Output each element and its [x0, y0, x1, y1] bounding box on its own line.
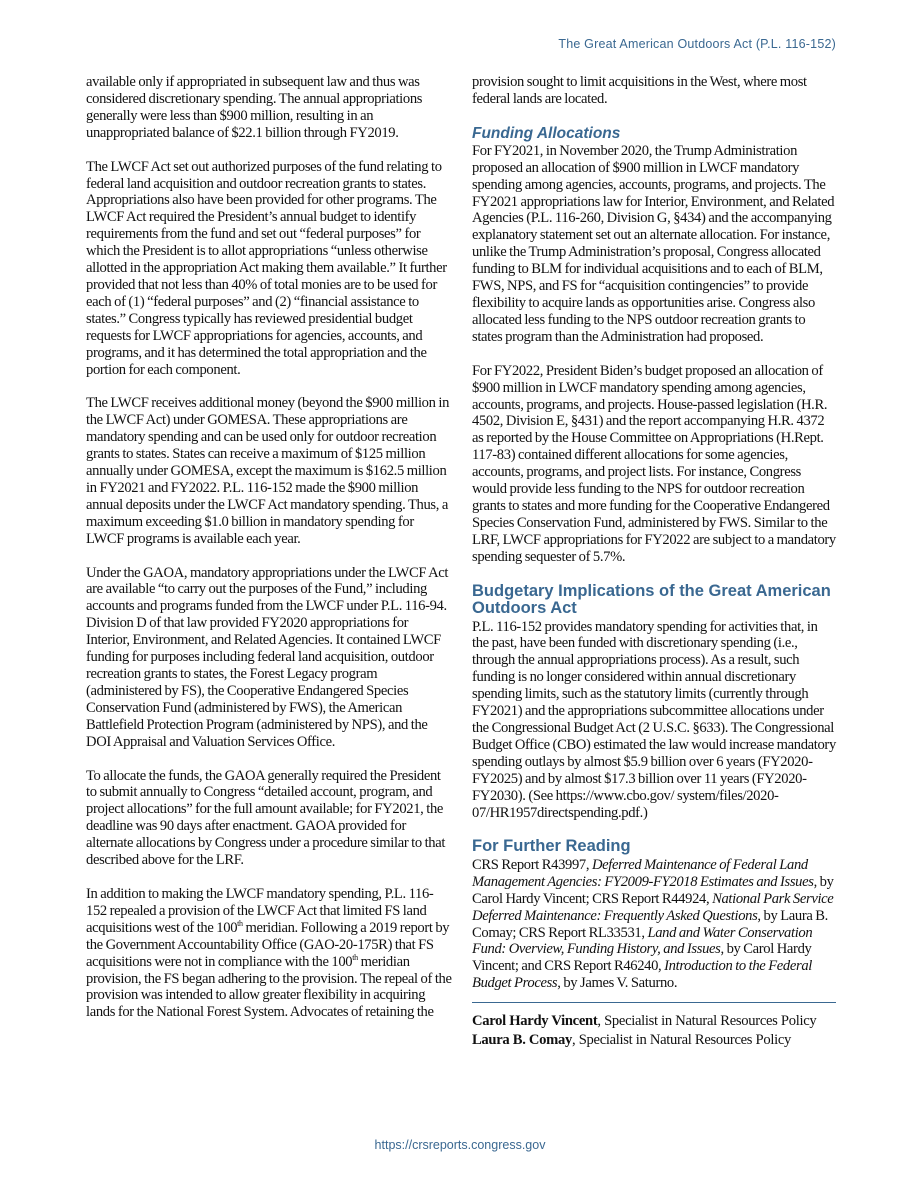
- running-header: The Great American Outdoors Act (P.L. 116-152): [558, 37, 836, 51]
- text-run: In addition to making the LWCF mandatory spending, P.L. 116-152 repealed a provision of the LWCF Act that limited FS land acquisitions west of the 100: [86, 885, 434, 936]
- subsection-heading-funding: Funding Allocations: [472, 124, 621, 142]
- paragraph: The LWCF receives additional money (beyond the $900 million in the LWCF Act) under GOMESA. These appropriations are mandatory spending and can be used only for outdoor recreation grants to states. States can receive a maximum of $125 million annually under GOMESA, except the maximum is $162.5 million in FY2021 and FY2022. P.L. 116-152 made the $900 million annual deposits under the LWCF Act mandatory spending. Thus, a maximum exceeding $1.0 billion in mandatory spending for LWCF programs is available each year.: [86, 395, 450, 547]
- author-role: , Specialist in Natural Resources Policy: [572, 1032, 792, 1049]
- text-run: , by Laura B. Comay; CRS Report RL33531,: [472, 907, 828, 941]
- report-title: National Park Service Deferred Maintenance: Frequently Asked Questions: [472, 890, 834, 924]
- author-line: [472, 1013, 836, 1030]
- right-column: [472, 74, 836, 1051]
- author-role: , Specialist in Natural Resources Policy: [597, 1013, 817, 1030]
- paragraph: P.L. 116-152 provides mandatory spending for activities that, in the past, have been funded with discretionary spending (i.e., through the annual appropriations process). As a result, such funding is no longer considered within annual discretionary spending limits, such as the statutory limits (currently through FY2021) and the appropriations subcommittee allocations under the Congressional Budget Act (2 U.S.C. §633). The Congressional Budget Office (CBO) estimated the law would increase mandatory spending outlays by almost $5.9 billion over 6 years (FY2020-FY2025) and by almost $17.3 billion over 11 years (FY2020-FY2030). (See https://www.cbo.gov/ system/files/2020-07/HR1957directspending.pdf.): [472, 618, 836, 821]
- paragraph: For FY2021, in November 2020, the Trump Administration proposed an allocation of $900 million in LWCF mandatory spending among agencies, accounts, programs, and projects. The FY2021 appropriations law for Interior, Environment, and Related Agencies (P.L. 116-260, Division G, §434) and the accompanying explanatory statement set out an alternate allocation. For instance, unlike the Trump Administration’s proposal, Congress allocated funding to BLM for individual acquisitions and to each of BLM, FWS, NPS, and FS for “acquisition contingencies” to provide flexibility to acquire lands as opportunities arise. Congress also allocated less funding to the NPS outdoor recreation grants to states program than the Administration had proposed.: [472, 142, 835, 345]
- further-reading-list: [472, 857, 836, 992]
- paragraph: For FY2022, President Biden’s budget proposed an allocation of $900 million in LWCF mandatory spending among agencies, accounts, programs, and projects. House-passed legislation (H.R. 4502, Division E, §431) and the report accompanying H.R. 4372 as reported by the House Committee on Appropriations (H.Rept. 117-83) contained different allocations for some agencies, accounts, programs, and project lists. For instance, Congress would provide less funding to the NPS for outdoor recreation grants to states and more funding for the Cooperative Endangered Species Conservation Fund, administered by FWS. Similar to the LRF, LWCF appropriations for FY2022 are subject to a mandatory spending sequester of 5.7%.: [472, 362, 836, 565]
- paragraph: The LWCF Act set out authorized purposes of the fund relating to federal land acquisition and outdoor recreation grants to states. Appropriations also have been provided for other programs. The LWCF Act required the President’s annual budget to identify requirements from the fund and set out “federal purposes” for which the President is to allot appropriations “unless otherwise allotted in the appropriation Act making them available.” It further provided that not less than 40% of total monies are to be used for each of (1) “federal purposes” and (2) “financial assistance to states.” Congress typically has reviewed presidential budget requests for LWCF appropriations for agencies, accounts, and programs, and it has determined the total appropriation and the portion for each component.: [86, 158, 447, 378]
- report-title: Deferred Maintenance of Federal Land Management Agencies: FY2009-FY2018 Estimates and Issues: [472, 856, 814, 890]
- text-run: meridian. Following a 2019 report by the Government Accountability Office (GAO-20-175R) that FS acquisitions were not in compliance with the 100: [86, 919, 450, 970]
- superscript: th: [352, 952, 358, 962]
- divider: [472, 1002, 836, 1003]
- paragraph: [86, 886, 452, 1021]
- footer-url: https://crsreports.congress.gov: [374, 1138, 546, 1152]
- paragraph: To allocate the funds, the GAOA generally required the President to submit annually to Congress “detailed account, program, and project allocations” for the full amount available; for FY2021, the deadline was 90 days after enactment. GAOA provided for alternate allocations by Congress under a procedure similar to that described above for the LRF.: [86, 767, 446, 869]
- superscript: th: [237, 918, 243, 928]
- paragraph: Under the GAOA, mandatory appropriations under the LWCF Act are available “to carry out the purposes of the Fund,” including accounts and programs funded from the LWCF under P.L. 116-94. Division D of that law provided FY2020 appropriations for Interior, Environment, and Related Agencies. It contained LWCF funding for purposes including federal land acquisition, outdoor recreation grants to states, the Forest Legacy program (administered by FS), the Cooperative Endangered Species Conservation Fund (administered by FWS), the American Battlefield Protection Program (administered by NPS), and the DOI Appraisal and Valuation Services Office.: [86, 564, 449, 750]
- section-heading-further-reading: For Further Reading: [472, 837, 631, 856]
- text-run: , by Carol Hardy Vincent; CRS Report R44924,: [472, 873, 834, 907]
- author-name: Laura B. Comay: [472, 1032, 572, 1049]
- text-run: CRS Report R43997,: [472, 856, 592, 873]
- section-heading-budgetary: Budgetary Implications of the Great American Outdoors Act: [472, 581, 831, 618]
- text-run: meridian provision, the FS began adhering to the provision. The repeal of the provision was intended to allow greater flexibility in acquiring lands for the National Forest System. Advocates of retaining the: [86, 953, 452, 1021]
- text-run: , by Carol Hardy Vincent; and CRS Report R46240,: [472, 941, 812, 975]
- report-title: Introduction to the Federal Budget Process: [472, 958, 812, 992]
- author-line: [472, 1032, 836, 1049]
- text-run: , by James V. Saturno.: [557, 975, 678, 992]
- paragraph: available only if appropriated in subsequent law and thus was considered discretionary spending. The annual appropriations generally were less than $900 million, resulting in an unappropriated balance of $22.1 billion through FY2019.: [86, 74, 423, 141]
- left-column: [86, 74, 452, 1038]
- report-title: Land and Water Conservation Fund: Overview, Funding History, and Issues: [472, 924, 813, 958]
- paragraph: provision sought to limit acquisitions in the West, where most federal lands are located.: [472, 74, 807, 107]
- author-name: Carol Hardy Vincent: [472, 1013, 598, 1030]
